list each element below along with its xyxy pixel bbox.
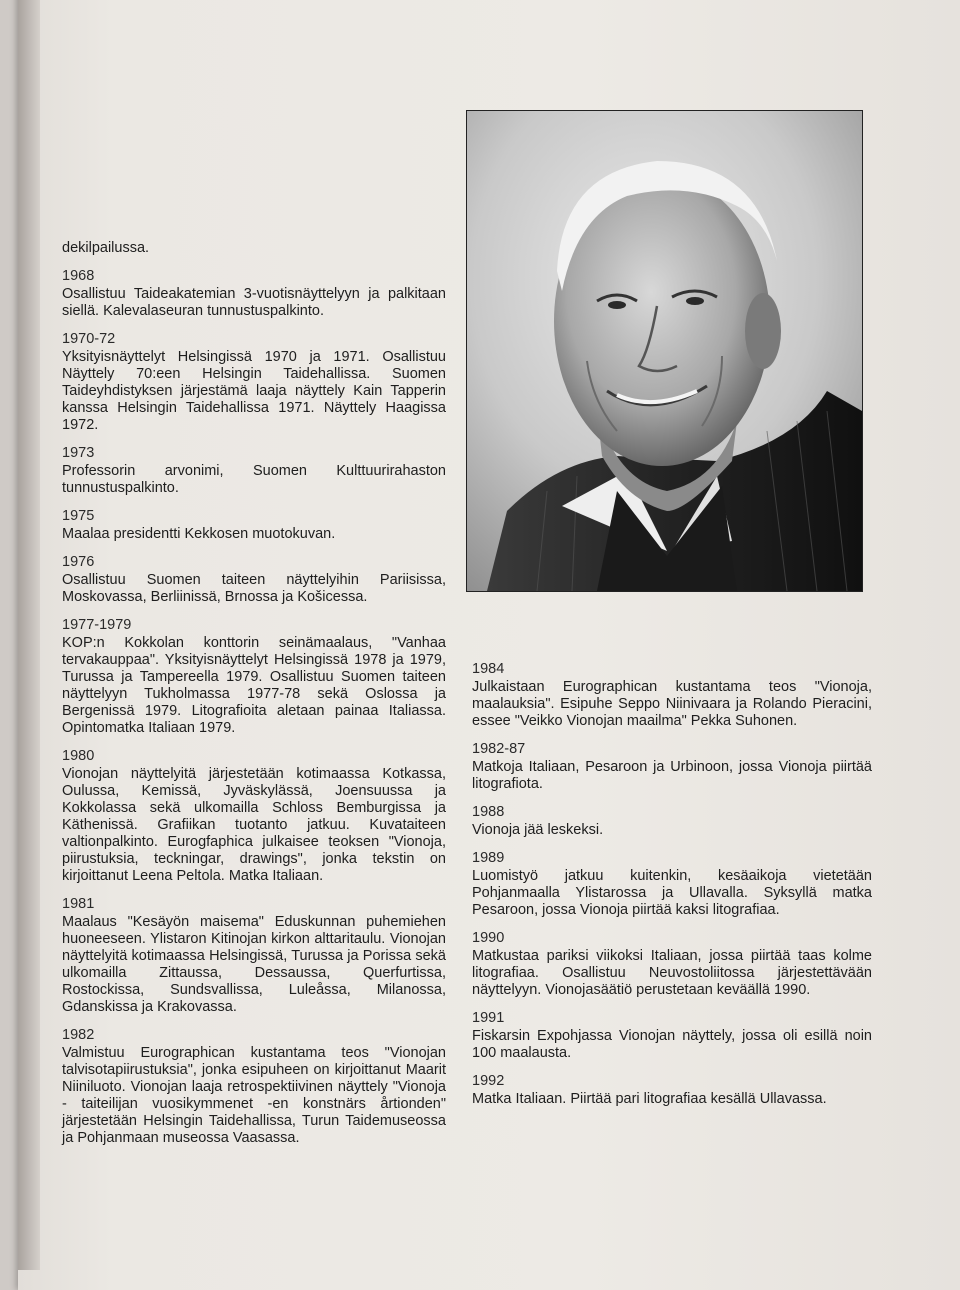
page-spine bbox=[18, 0, 40, 1270]
timeline-entry bbox=[62, 895, 446, 1016]
left-text-column bbox=[62, 240, 446, 1157]
entry-year: 1968 bbox=[62, 268, 95, 284]
entry-text: Matkustaa pariksi viikoksi Italiaan, jossa piirtää taas kolme litografiaa. Osallistuu Neuvostoliitossa järjestettävään näyttelyyn. Vionojasäätiö perustetaan keväällä 1990. bbox=[472, 948, 872, 998]
timeline-entry bbox=[472, 740, 872, 793]
timeline-entry bbox=[472, 849, 872, 919]
entry-text: Julkaistaan Eurographican kustantama teos "Vionoja, maalauksia". Esipuhe Seppo Niinivaara ja Rolando Pieracini, essee "Veikko Vionojan maailma" Pekka Suhonen. bbox=[472, 679, 872, 729]
entry-text: Professorin arvonimi, Suomen Kulttuurirahaston tunnustuspalkinto. bbox=[62, 463, 446, 496]
entry-year: 1976 bbox=[62, 554, 95, 570]
portrait-photo bbox=[466, 110, 863, 592]
entry-text: Yksityisnäyttelyt Helsingissä 1970 ja 1971. Osallistuu Näyttely 70:een Helsingin Taidehallissa. Suomen Taideyhdistyksen järjestämä laaja näyttely Kain Tapperin kanssa Helsingin Taidehallissa 1971. Näyttely Haagissa 1972. bbox=[62, 349, 446, 433]
entry-text: Osallistuu Suomen taiteen näyttelyihin Pariisissa, Moskovassa, Berliinissä, Brnossa ja Košicessa. bbox=[62, 572, 446, 605]
entry-year: 1990 bbox=[472, 930, 505, 946]
entry-text: Maalaus "Kesäyön maisema" Eduskunnan puhemiehen huoneeseen. Ylistaron Kitinojan kirkon alttaritaulu. Vionojan näyttelyitä kotimaassa Helsingissä, Turussa ja Porissa sekä ulkomailla Zittaussa, Dessaussa, Querfurtissa, Rostockissa, Sundsvallissa, Luleåssa, Milanossa, Gdanskissa ja Krakovassa. bbox=[62, 914, 446, 1015]
continued-text: dekilpailussa. bbox=[62, 240, 150, 256]
entry-text: Maalaa presidentti Kekkosen muotokuvan. bbox=[62, 526, 336, 542]
entry-text: Vionojan näyttelyitä järjestetään kotimaassa Kotkassa, Oulussa, Kemissä, Jyväskylässä, Joensuussa ja Kokkolassa sekä ulkomailla Schloss Bemburgissa ja Käthenissä. Grafiikan tuotanto jatkuu. Kuvataiteen valtionpalkinto. Eurogfaphica julkaisee teoksen "Vionoja, piirustuksia, teckningar, drawings", jonka tekstin on kirjoittanut Leena Peltola. Matka Italiaan. bbox=[62, 766, 446, 884]
entry-year: 1988 bbox=[472, 804, 505, 820]
entry-text: Luomistyö jatkuu kuitenkin, kesäaikoja vietetään Pohjanmaalla Ylistarossa ja Ullavalla. Syksyllä matka Pesaroon, jossa Vionoja piirtää kaksi litografiaa. bbox=[472, 868, 872, 918]
timeline-entry bbox=[472, 803, 872, 839]
right-text-column bbox=[472, 660, 872, 1118]
entry-text: Osallistuu Taideakatemian 3-vuotisnäyttelyyn ja palkitaan siellä. Kalevalaseuran tunnustuspalkinto. bbox=[62, 286, 446, 319]
entry-text: Fiskarsin Expohjassa Vionojan näyttely, jossa oli esillä noin 100 maalausta. bbox=[472, 1028, 872, 1061]
entry-year: 1992 bbox=[472, 1073, 505, 1089]
entry-year: 1989 bbox=[472, 850, 505, 866]
entry-text: KOP:n Kokkolan konttorin seinämaalaus, "Vanhaa tervakauppaa". Yksityisnäyttelyt Helsingissä 1978 ja 1979, Turussa ja Tampereella 1979. Osallistuu Suomen taiteen näyttelyyn Tukholmassa 1977-78 sekä Oslossa ja Bergenissä 1979. Litografioita aletaan painaa Italiassa. Opintomatka Italiaan 1979. bbox=[62, 635, 446, 736]
timeline-entry bbox=[62, 616, 446, 737]
timeline-entry bbox=[472, 1009, 872, 1062]
timeline-entry bbox=[62, 553, 446, 606]
timeline-entry bbox=[62, 267, 446, 320]
entry-text: Vionoja jää leskeksi. bbox=[472, 822, 604, 838]
entry-year: 1981 bbox=[62, 896, 95, 912]
entry-year: 1980 bbox=[62, 748, 95, 764]
timeline-entry bbox=[62, 330, 446, 434]
timeline-entry bbox=[62, 1026, 446, 1147]
timeline-entry bbox=[62, 747, 446, 885]
entry-year: 1975 bbox=[62, 508, 95, 524]
entry-year: 1984 bbox=[472, 661, 505, 677]
timeline-entry bbox=[62, 507, 446, 543]
timeline-entry bbox=[472, 1072, 872, 1108]
entry-year: 1977-1979 bbox=[62, 617, 132, 633]
entry-year: 1973 bbox=[62, 445, 95, 461]
entry-year: 1970-72 bbox=[62, 331, 116, 347]
entry-text: Matka Italiaan. Piirtää pari litografiaa kesällä Ullavassa. bbox=[472, 1091, 827, 1107]
entry-text: Matkoja Italiaan, Pesaroon ja Urbinoon, jossa Vionoja piirtää litografiota. bbox=[472, 759, 872, 792]
entry-year: 1982-87 bbox=[472, 741, 526, 757]
timeline-entry bbox=[472, 660, 872, 730]
entry-year: 1991 bbox=[472, 1010, 505, 1026]
timeline-entry bbox=[472, 929, 872, 999]
timeline-entry bbox=[62, 444, 446, 497]
entry-text: Valmistuu Eurographican kustantama teos "Vionojan talvisotapiirustuksia", jonka esipuheen on kirjoittanut Maarit Niiniluoto. Vionojan laaja retrospektiivinen näyttely "Vionoja - taiteilijan vuosikymmenet -en konstnärs årtionden" järjestetään Helsingin Taidehallissa, Turun Taidemuseossa ja Pohjanmaan museossa Vaasassa. bbox=[62, 1045, 446, 1146]
entry-year: 1982 bbox=[62, 1027, 95, 1043]
